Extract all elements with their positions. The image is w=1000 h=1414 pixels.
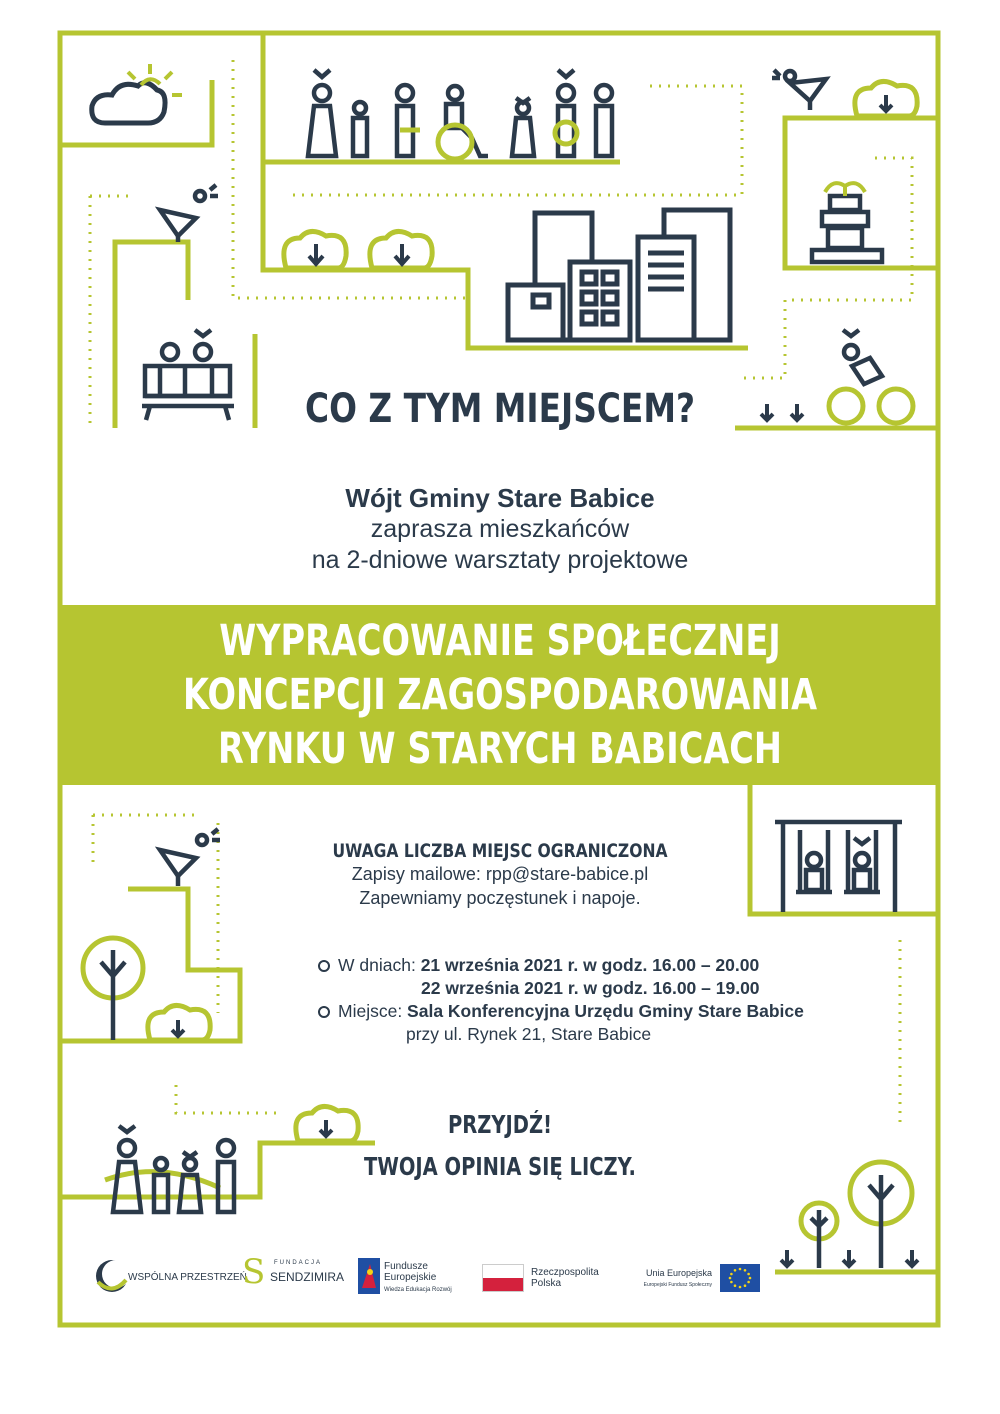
intro-organizer: Wójt Gminy Stare Babice (345, 483, 655, 513)
fe-emblem-icon (358, 1258, 380, 1294)
cyclist-icon (843, 330, 882, 384)
workshop-title-line-1: WYPRACOWANIE SPOŁECZNEJ (219, 616, 781, 666)
dates-label: W dniach: (338, 955, 421, 975)
pl-flag-icon (482, 1264, 524, 1292)
signup-email: Zapisy mailowe: rpp@stare-babice.pl (351, 864, 649, 884)
workshop-title-line-3: RYNKU W STARYCH BABICACH (217, 724, 782, 774)
place-name: Sala Konferencyjna Urzędu Gminy Stare Babice (407, 1001, 804, 1021)
intro-block (0, 482, 1000, 576)
bullet-icon (318, 960, 330, 972)
intro-workshops: na 2-dniowe warsztaty projektowe (311, 546, 689, 574)
fs-small: FUNDACJA (274, 1260, 323, 1266)
wp-name: WSPÓLNA PRZESTRZEŃ (128, 1272, 247, 1283)
fe-line-2: Europejskie (384, 1272, 437, 1283)
date-2: 22 września 2021 r. w godz. 16.00 – 19.00 (421, 978, 760, 998)
event-details (316, 954, 804, 1046)
bullet-icon (318, 1006, 330, 1018)
rp-line-1: Rzeczpospolita (531, 1267, 599, 1278)
wp-emblem-icon (92, 1256, 132, 1296)
place-label: Miejsce: (338, 1001, 408, 1021)
cta-line-2: TWOJA OPINIA SIĘ LICZY. (364, 1152, 636, 1181)
catering-note: Zapewniamy poczęstunek i napoje. (359, 888, 641, 908)
fs-name: SENDZIMIRA (270, 1270, 345, 1284)
date-1: 21 września 2021 r. w godz. 16.00 – 20.00 (420, 955, 760, 975)
dates-row (316, 954, 804, 977)
fountain-icon (812, 196, 882, 262)
rp-line-2: Polska (531, 1278, 562, 1289)
call-to-action (0, 1104, 1000, 1188)
ue-line-2: Europejski Fundusz Społeczny (643, 1282, 712, 1288)
workshop-title (62, 614, 938, 776)
notice-block (0, 840, 1000, 910)
fs-mark-icon: S (242, 1252, 266, 1292)
address: przy ul. Rynek 21, Stare Babice (406, 1024, 652, 1044)
date-2-row (316, 977, 804, 1000)
cta-line-1: PRZYJDŹ! (447, 1110, 553, 1139)
frame-line (60, 80, 212, 145)
fe-line-1: Fundusze (384, 1261, 428, 1272)
intro-invite: zaprasza mieszkańców (370, 515, 630, 543)
cocktail-icon (160, 185, 218, 242)
place-row (316, 1000, 804, 1023)
limited-seats-warning: UWAGA LICZBA MIEJSC OGRANICZONA (332, 840, 668, 862)
cloud-icon (92, 83, 165, 123)
headline: CO Z TYM MIEJSCEM? (305, 386, 695, 432)
fe-line-3: Wiedza Edukacja Rozwój (384, 1287, 452, 1293)
workshop-title-line-2: KONCEPCJI ZAGOSPODAROWANIA (182, 670, 818, 720)
address-row (316, 1023, 804, 1046)
buildings-icon (508, 210, 730, 340)
wheelchair-icon (400, 122, 577, 159)
ue-line-1: Unia Europejska (645, 1268, 712, 1278)
eu-flag-icon (720, 1264, 760, 1292)
cocktail-icon (772, 70, 826, 110)
